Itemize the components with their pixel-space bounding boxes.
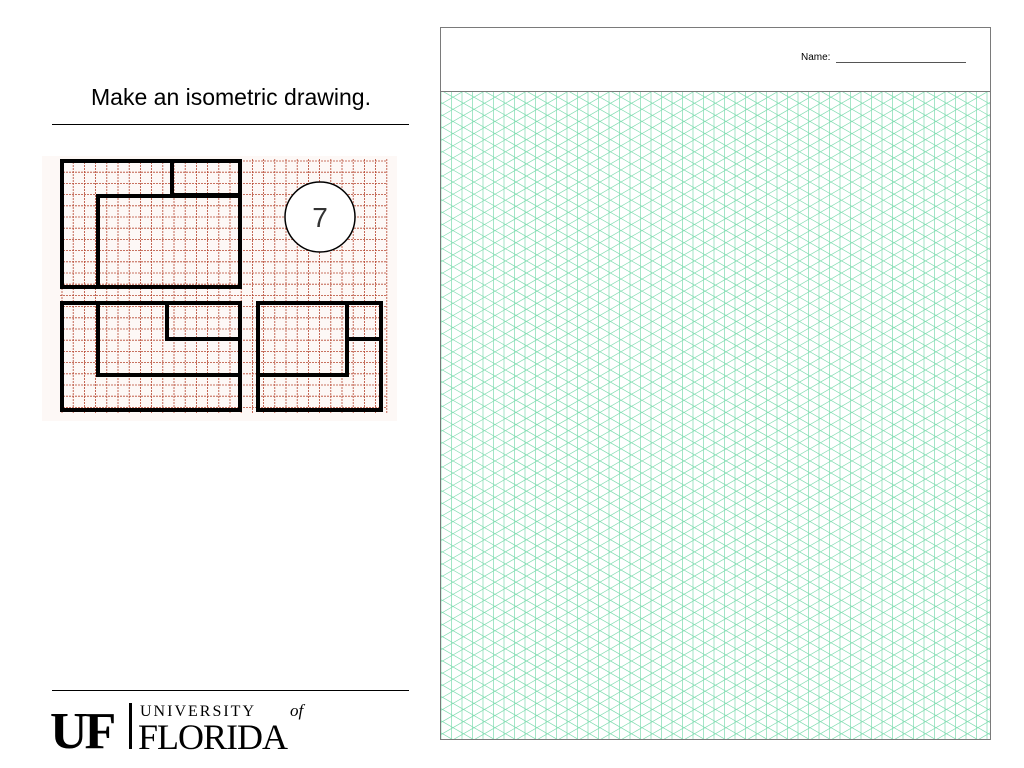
logo-divider — [129, 703, 132, 749]
orthographic-views-figure — [42, 156, 397, 421]
logo-of: of — [290, 701, 304, 720]
worksheet-header — [441, 28, 990, 92]
title-divider — [52, 124, 409, 125]
exercise-number: 7 — [312, 202, 328, 233]
logo-initials: UF — [50, 703, 114, 753]
logo-florida: FLORIDA — [138, 717, 288, 753]
footer-divider — [52, 690, 409, 691]
isometric-grid[interactable] — [441, 92, 990, 739]
isometric-grid-lines — [441, 92, 990, 739]
logo-university: UNIVERSITY — [140, 703, 256, 720]
isometric-worksheet — [440, 27, 991, 740]
instruction-title: Make an isometric drawing. — [91, 84, 371, 110]
name-label: Name: — [801, 52, 831, 63]
uf-logo — [50, 697, 340, 753]
name-field[interactable] — [836, 62, 966, 63]
